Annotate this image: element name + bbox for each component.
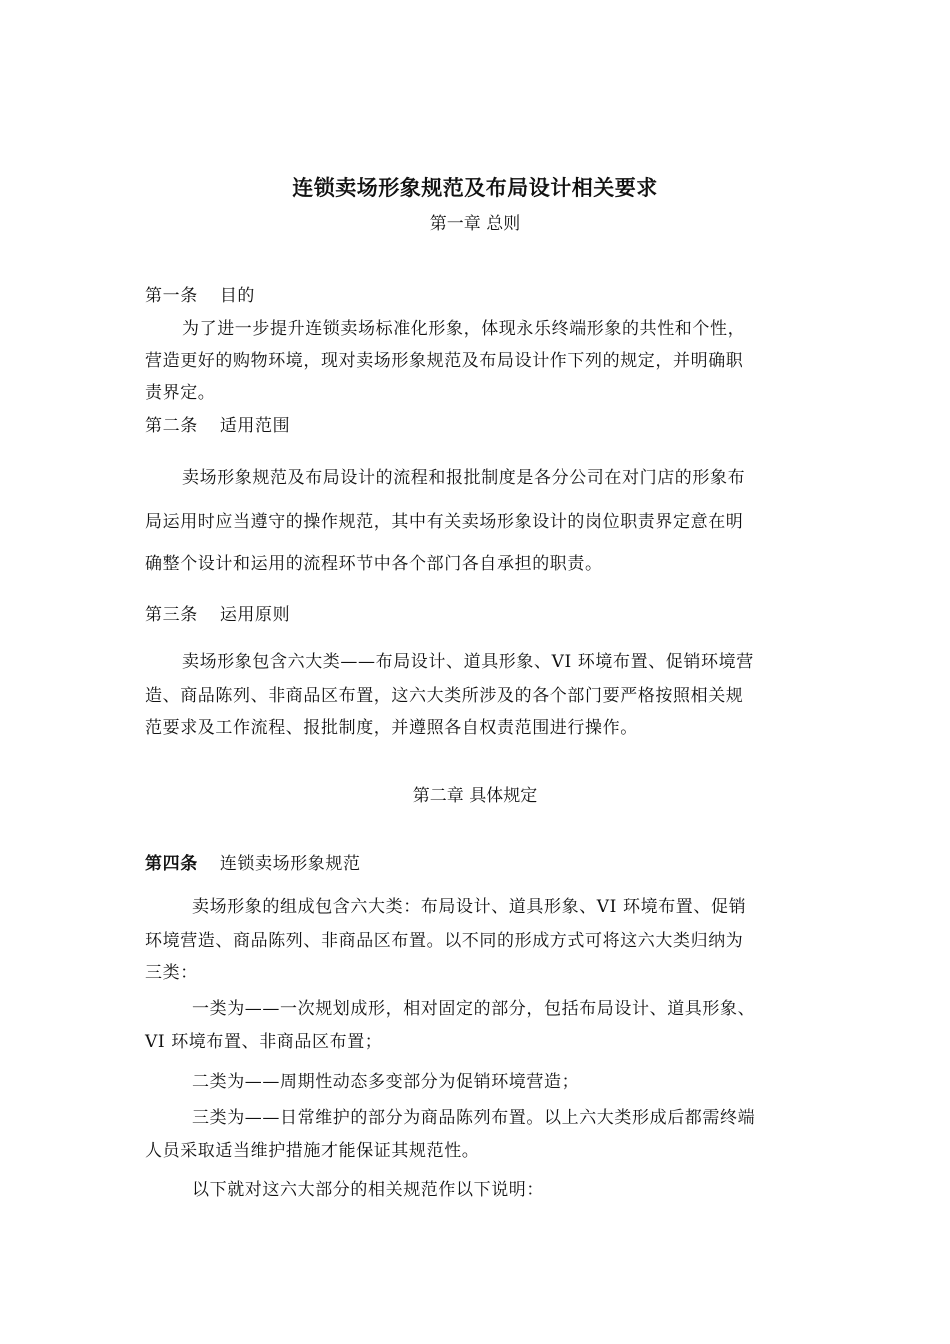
article-3-label: 第三条 <box>145 605 198 625</box>
article-4-label: 第四条 <box>145 854 198 874</box>
article-2-paragraph-line: 确整个设计和运用的流程环节中各个部门各自承担的职责。 <box>145 554 603 574</box>
article-4-heading <box>145 852 815 876</box>
article-4-name: 连锁卖场形象规范 <box>219 854 361 874</box>
document-title: 连锁卖场形象规范及布局设计相关要求 <box>292 176 658 200</box>
class-1-line: 一类为——一次规划成形，相对固定的部分，包括布局设计、道具形象、 <box>192 999 756 1019</box>
article-1-name: 目的 <box>219 286 256 306</box>
chapter-1-heading: 第一章 总则 <box>429 214 521 234</box>
article-3-paragraph-line: 卖场形象包含六大类——布局设计、道具形象、VI 环境布置、促销环境营 <box>182 652 754 672</box>
article-3-heading <box>145 603 815 627</box>
article-1-paragraph-line: 责界定。 <box>145 383 216 403</box>
chapter-2-heading: 第二章 具体规定 <box>412 786 538 806</box>
closing-line: 以下就对这六大部分的相关规范作以下说明： <box>192 1180 544 1200</box>
article-3-paragraph-line: 范要求及工作流程、报批制度，并遵照各自权责范围进行操作。 <box>145 718 638 738</box>
class-3-line: 人员采取适当维护措施才能保证其规范性。 <box>145 1141 480 1161</box>
article-1-paragraph-line: 营造更好的购物环境，现对卖场形象规范及布局设计作下列的规定，并明确职 <box>145 351 744 371</box>
article-2-name: 适用范围 <box>219 416 291 436</box>
article-2-paragraph-line: 局运用时应当遵守的操作规范，其中有关卖场形象设计的岗位职责界定意在明 <box>145 512 744 532</box>
article-3-paragraph-line: 造、商品陈列、非商品区布置，这六大类所涉及的各个部门要严格按照相关规 <box>145 686 744 706</box>
class-1-line: VI 环境布置、非商品区布置； <box>145 1032 383 1052</box>
article-3-name: 运用原则 <box>219 605 291 625</box>
class-2-line: 二类为——周期性动态多变部分为促销环境营造； <box>192 1072 580 1092</box>
article-2-paragraph-line: 卖场形象规范及布局设计的流程和报批制度是各分公司在对门店的形象布 <box>182 468 746 488</box>
article-1-heading <box>145 284 815 308</box>
article-1-label: 第一条 <box>145 286 198 306</box>
article-2-heading <box>145 414 815 438</box>
article-1-paragraph-line: 为了进一步提升连锁卖场标准化形象，体现永乐终端形象的共性和个性， <box>182 319 746 339</box>
article-4-paragraph-line: 卖场形象的组成包含六大类：布局设计、道具形象、VI 环境布置、促销 <box>192 897 747 917</box>
article-4-paragraph-line: 三类： <box>145 963 198 983</box>
class-3-line: 三类为——日常维护的部分为商品陈列布置。以上六大类形成后都需终端 <box>192 1108 756 1128</box>
article-2-label: 第二条 <box>145 416 198 436</box>
article-4-paragraph-line: 环境营造、商品陈列、非商品区布置。以不同的形成方式可将这六大类归纳为 <box>145 931 744 951</box>
